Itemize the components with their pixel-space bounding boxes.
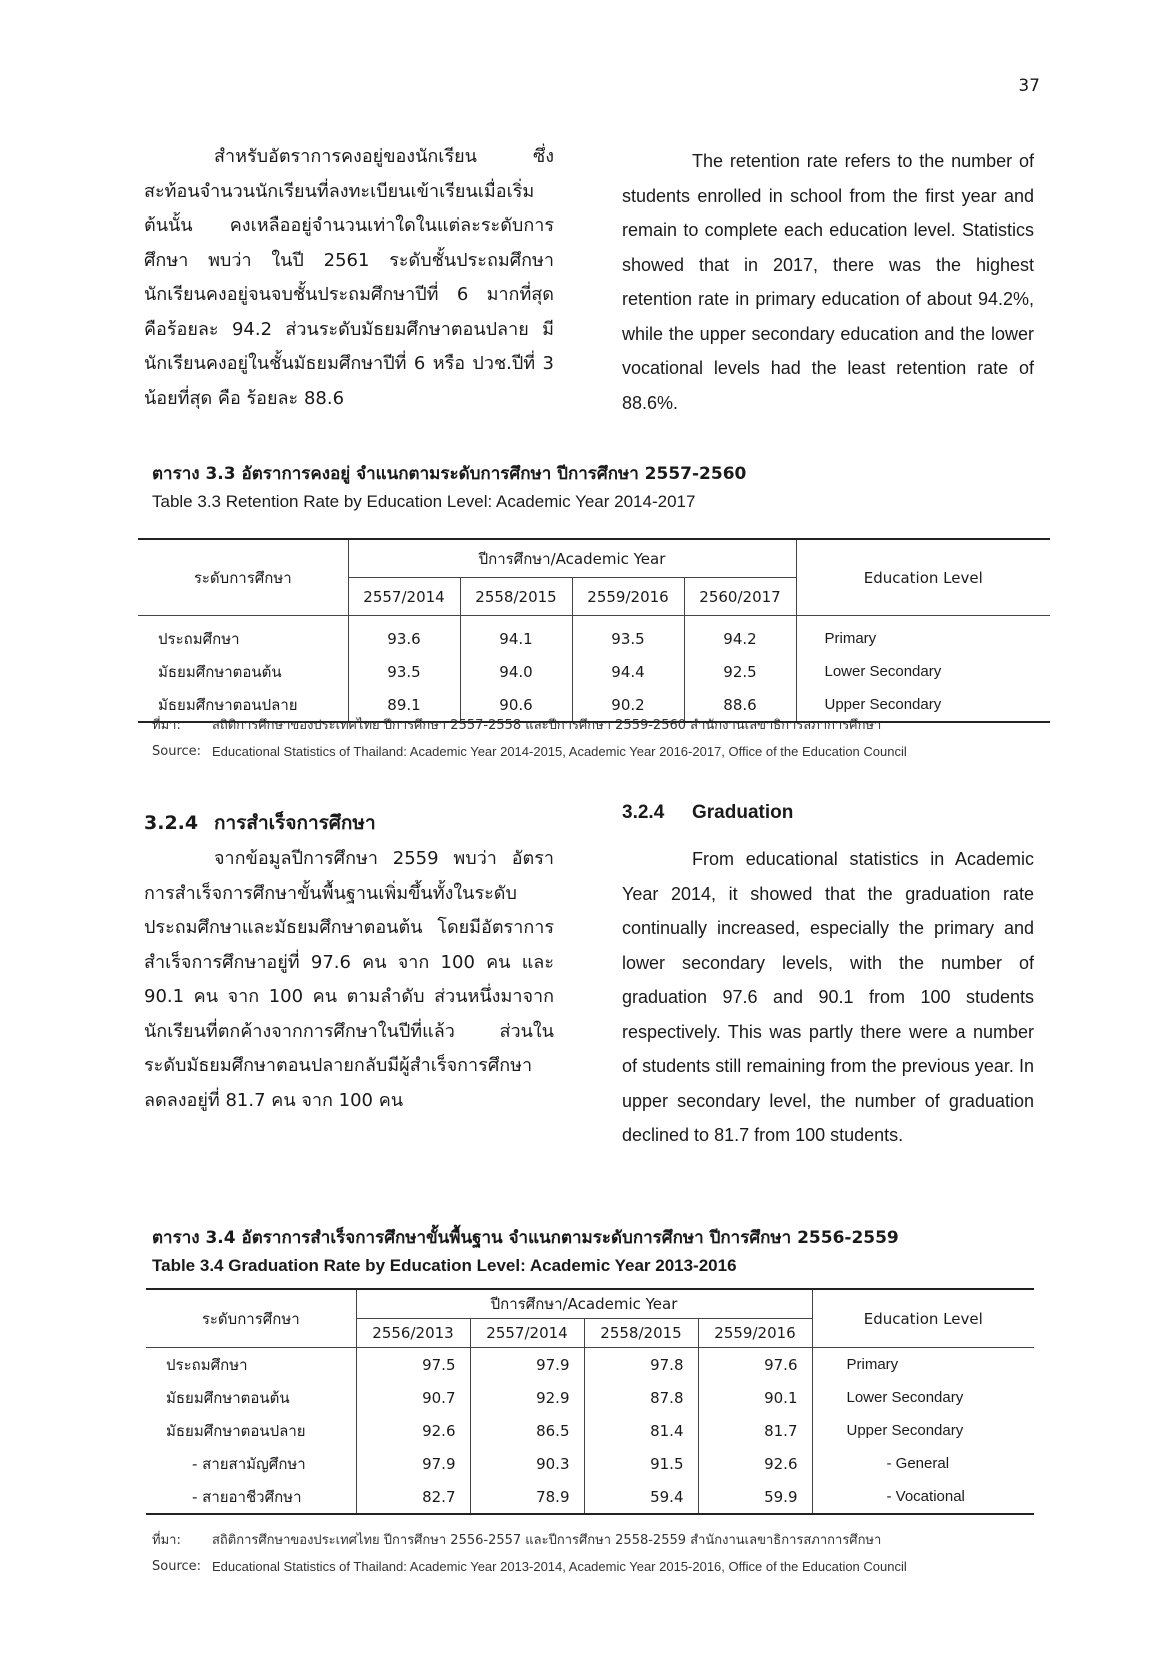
- row-label-english: - General: [812, 1447, 1034, 1480]
- source-label-english: Source:: [152, 744, 202, 759]
- table2-caption-thai: ตาราง 3.4 อัตราการสำเร็จการศึกษาขั้นพื้นฐาน จำแนกตามระดับการศึกษา ปีการศึกษา 2556-2559: [152, 1228, 899, 1248]
- table-row: [146, 1381, 1034, 1414]
- table-cell: 97.9: [356, 1447, 470, 1480]
- table1-header-level-english: Education Level: [796, 539, 1050, 616]
- row-label-thai: ประถมศึกษา: [158, 629, 240, 648]
- section-heading-english: [622, 802, 793, 824]
- table2-year-header: 2557/2014: [470, 1319, 584, 1348]
- table-row: [138, 655, 1050, 688]
- row-label-thai: ประถมศึกษา: [166, 1355, 248, 1374]
- table1-year-header: 2559/2016: [572, 578, 684, 616]
- table-row: [146, 1480, 1034, 1514]
- graduation-text-thai: จากข้อมูลปีการศึกษา 2559 พบว่า อัตราการสำเร็จการศึกษาขั้นพื้นฐานเพิ่มขึ้นทั้งในระดับประถมศึกษาและมัธยมศึกษาตอนต้น โดยมีอัตราการสำเร็จการศึกษาอยู่ที่ 97.6 คน จาก 100 คน และ 90.1 คน จาก 100 คน ตามลำดับ ส่วนหนึ่งมาจากนักเรียนที่ตกค้างจากการศึกษาในปีที่แล้ว ส่วนในระดับมัธยมศึกษาตอนปลายกลับมีผู้สำเร็จการศึกษาลดลงอยู่ที่ 81.7 คน จาก 100 คน: [144, 848, 554, 1111]
- table1-year-header: 2557/2014: [348, 578, 460, 616]
- row-label-thai: มัธยมศึกษาตอนต้น: [166, 1388, 290, 1407]
- table-cell: 90.3: [470, 1447, 584, 1480]
- table-cell: 91.5: [584, 1447, 698, 1480]
- table-cell: 97.6: [698, 1348, 812, 1382]
- table2-source: [152, 1528, 907, 1580]
- table-cell: 92.5: [684, 655, 796, 688]
- table2-caption-english: Table 3.4 Graduation Rate by Education Level: Academic Year 2013-2016: [152, 1256, 737, 1275]
- table1-caption-thai: ตาราง 3.3 อัตราการคงอยู่ จำแนกตามระดับการศึกษา ปีการศึกษา 2557-2560: [152, 464, 747, 484]
- table-cell: 92.6: [356, 1414, 470, 1447]
- table2-header-year: ปีการศึกษา/Academic Year: [356, 1289, 812, 1319]
- table-cell: 89.1: [348, 688, 460, 722]
- row-label-thai: - สายอาชีวศึกษา: [192, 1487, 302, 1506]
- table-cell: 93.5: [572, 616, 684, 656]
- table2-year-header: 2556/2013: [356, 1319, 470, 1348]
- table-cell: 94.2: [684, 616, 796, 656]
- table-cell: 59.4: [584, 1480, 698, 1514]
- row-label-english: Primary: [812, 1348, 1034, 1382]
- table-cell: 78.9: [470, 1480, 584, 1514]
- retention-rate-table: [138, 538, 1050, 723]
- table2-year-header: 2558/2015: [584, 1319, 698, 1348]
- table-cell: 97.8: [584, 1348, 698, 1382]
- table1-header-level-thai: ระดับการศึกษา: [138, 539, 348, 616]
- table-cell: 94.0: [460, 655, 572, 688]
- source-label-thai: ที่มา:: [152, 718, 181, 733]
- table-cell: 87.8: [584, 1381, 698, 1414]
- section-heading-thai: [144, 808, 376, 838]
- source-text-thai: สถิติการศึกษาของประเทศไทย ปีการศึกษา 2556-2557 และปีการศึกษา 2558-2559 สำนักงานเลขาธิการสภาการศึกษา: [212, 1533, 882, 1548]
- row-label-english: Lower Secondary: [812, 1381, 1034, 1414]
- graduation-paragraph-english: [622, 842, 1034, 1153]
- retention-paragraph-thai: [144, 140, 554, 416]
- table-cell: 94.4: [572, 655, 684, 688]
- table-row: [146, 1414, 1034, 1447]
- row-label-english: Lower Secondary: [796, 655, 1050, 688]
- table-cell: 97.9: [470, 1348, 584, 1382]
- table-row: [138, 616, 1050, 656]
- table-cell: 88.6: [684, 688, 796, 722]
- table2-header-level-english: Education Level: [812, 1289, 1034, 1348]
- graduation-rate-table: [146, 1288, 1034, 1515]
- table-cell: 92.6: [698, 1447, 812, 1480]
- source-text-thai: สถิติการศึกษาของประเทศไทย ปีการศึกษา 2557-2558 และปีการศึกษา 2559-2560 สำนักงานเลขาธิการสภาการศึกษา: [212, 718, 882, 733]
- table-cell: 90.2: [572, 688, 684, 722]
- table-cell: 86.5: [470, 1414, 584, 1447]
- source-text-english: Educational Statistics of Thailand: Academic Year 2013-2014, Academic Year 2015-2016, Office of the Education Council: [212, 1559, 907, 1574]
- table-cell: 90.7: [356, 1381, 470, 1414]
- table-row: [146, 1447, 1034, 1480]
- retention-text-english: The retention rate refers to the number of students enrolled in school from the first year and remain to complete each education level. Statistics showed that in 2017, there was the highest retention rate in primary education of about 94.2%, while the upper secondary education and the lower vocational levels had the least retention rate of 88.6%.: [622, 151, 1034, 413]
- table-cell: 93.6: [348, 616, 460, 656]
- table2-header-level-thai: ระดับการศึกษา: [146, 1289, 356, 1348]
- graduation-paragraph-thai: [144, 842, 554, 1118]
- table-cell: 82.7: [356, 1480, 470, 1514]
- row-label-english: Upper Secondary: [812, 1414, 1034, 1447]
- table2-year-header: 2559/2016: [698, 1319, 812, 1348]
- table-cell: 90.1: [698, 1381, 812, 1414]
- source-label-english: Source:: [152, 1559, 202, 1574]
- row-label-english: - Vocational: [812, 1480, 1034, 1514]
- table1-header-year: ปีการศึกษา/Academic Year: [348, 539, 796, 578]
- table1-caption: [152, 460, 746, 516]
- table-row: [146, 1348, 1034, 1382]
- graduation-text-english: From educational statistics in Academic Year 2014, it showed that the graduation rate continually increased, especially the primary and lower secondary levels, with the number of graduation 97.6 and 90.1 from 100 students respectively. This was partly there were a number of students still remaining from the previous year. In upper secondary level, the number of graduation declined to 81.7 from 100 students.: [622, 849, 1034, 1145]
- table-cell: 93.5: [348, 655, 460, 688]
- row-label-thai: - สายสามัญศึกษา: [192, 1454, 306, 1473]
- table-cell: 59.9: [698, 1480, 812, 1514]
- row-label-thai: มัธยมศึกษาตอนต้น: [158, 662, 282, 681]
- table1-year-header: 2558/2015: [460, 578, 572, 616]
- table-cell: 97.5: [356, 1348, 470, 1382]
- table-cell: 81.4: [584, 1414, 698, 1447]
- source-label-thai: ที่มา:: [152, 1533, 181, 1548]
- table-cell: 94.1: [460, 616, 572, 656]
- row-label-english: Primary: [796, 616, 1050, 656]
- retention-text-thai: สำหรับอัตราการคงอยู่ของนักเรียน ซึ่งสะท้อนจำนวนนักเรียนที่ลงทะเบียนเข้าเรียนเมื่อเริ่มต้นนั้น คงเหลืออยู่จำนวนเท่าใดในแต่ละระดับการศึกษา พบว่า ในปี 2561 ระดับชั้นประถมศึกษา นักเรียนคงอยู่จนจบชั้นประถมศึกษาปีที่ 6 มากที่สุด คือร้อยละ 94.2 ส่วนระดับมัธยมศึกษาตอนปลาย มีนักเรียนคงอยู่ในชั้นมัธยมศึกษาปีที่ 6 หรือ ปวช.ปีที่ 3 น้อยที่สุด คือ ร้อยละ 88.6: [144, 146, 554, 409]
- page-number: 37: [1018, 76, 1040, 96]
- retention-paragraph-english: [622, 144, 1034, 420]
- row-label-english: Upper Secondary: [796, 688, 1050, 722]
- row-label-thai: มัธยมศึกษาตอนปลาย: [158, 695, 298, 714]
- table1-source: [152, 713, 907, 765]
- table2-caption: [152, 1224, 899, 1280]
- table-cell: 81.7: [698, 1414, 812, 1447]
- section-title-thai: การสำเร็จการศึกษา: [214, 812, 376, 834]
- table1-year-header: 2560/2017: [684, 578, 796, 616]
- source-text-english: Educational Statistics of Thailand: Academic Year 2014-2015, Academic Year 2016-2017, Office of the Education Council: [212, 744, 907, 759]
- section-title-english: Graduation: [692, 802, 794, 823]
- table-cell: 90.6: [460, 688, 572, 722]
- table-cell: 92.9: [470, 1381, 584, 1414]
- row-label-thai: มัธยมศึกษาตอนปลาย: [166, 1421, 306, 1440]
- table1-caption-english: Table 3.3 Retention Rate by Education Level: Academic Year 2014-2017: [152, 492, 696, 511]
- section-number: 3.2.4: [622, 802, 665, 823]
- section-number: 3.2.4: [144, 812, 199, 834]
